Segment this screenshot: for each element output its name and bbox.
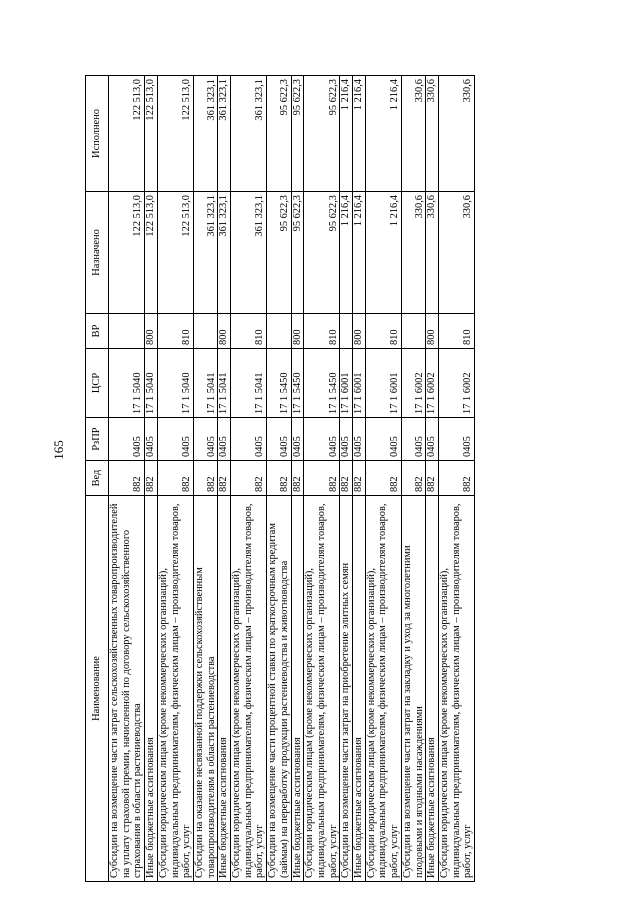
row-csr-cell: 17 1 6001 <box>353 349 366 418</box>
row-csr-cell: 17 1 5040 <box>157 349 193 418</box>
row-vr-cell <box>340 314 353 349</box>
row-assigned-cell: 122 513,0 <box>145 192 158 314</box>
row-ved-cell: 882 <box>438 461 474 496</box>
row-name-cell: Субсидии юридическим лицам (кроме некоммерческих организаций), индивидуальным предпринимателям, физическим лицам – производителям товаров, работ, услуг <box>231 496 267 882</box>
row-rzpr-cell: 0405 <box>291 418 304 461</box>
table-row <box>231 76 267 882</box>
row-assigned-cell: 361 323,1 <box>218 192 231 314</box>
row-executed-cell: 330,6 <box>426 76 439 192</box>
row-executed-cell: 122 513,0 <box>157 76 193 192</box>
table-row <box>401 76 425 882</box>
header-assigned: Назначено <box>86 192 109 314</box>
row-vr-cell: 800 <box>353 314 366 349</box>
row-assigned-cell: 95 622,3 <box>291 192 304 314</box>
row-name-cell: Субсидии юридическим лицам (кроме некоммерческих организаций), индивидуальным предпринимателям, физическим лицам – производителям товаров, работ, услуг <box>438 496 474 882</box>
row-name-cell: Субсидии юридическим лицам (кроме некоммерческих организаций), индивидуальным предпринимателям, физическим лицам – производителям товаров, работ, услуг <box>304 496 340 882</box>
table-row <box>193 76 217 882</box>
table-row <box>438 76 474 882</box>
table-row <box>353 76 366 882</box>
row-executed-cell: 95 622,3 <box>304 76 340 192</box>
row-rzpr-cell: 0405 <box>218 418 231 461</box>
table-row <box>426 76 439 882</box>
row-csr-cell: 17 1 5450 <box>304 349 340 418</box>
row-executed-cell: 122 513,0 <box>145 76 158 192</box>
row-ved-cell: 882 <box>365 461 401 496</box>
header-executed: Исполнено <box>86 76 109 192</box>
row-executed-cell: 330,6 <box>438 76 474 192</box>
row-executed-cell: 361 323,1 <box>231 76 267 192</box>
row-rzpr-cell: 0405 <box>145 418 158 461</box>
row-ved-cell: 882 <box>218 461 231 496</box>
row-name-cell: Субсидии на оказание несвязанной поддержки сельскохозяйственным товаропроизводителям в области растениеводства <box>193 496 217 882</box>
row-executed-cell: 95 622,3 <box>267 76 291 192</box>
row-executed-cell: 361 323,1 <box>218 76 231 192</box>
row-rzpr-cell: 0405 <box>401 418 425 461</box>
row-assigned-cell: 122 513,0 <box>157 192 193 314</box>
row-rzpr-cell: 0405 <box>193 418 217 461</box>
row-name-cell: Субсидии на возмещение части затрат на приобретение элитных семян <box>340 496 353 882</box>
row-ved-cell: 882 <box>145 461 158 496</box>
row-name-cell: Иные бюджетные ассигнования <box>426 496 439 882</box>
table-row <box>340 76 353 882</box>
table-row <box>291 76 304 882</box>
row-name-cell: Иные бюджетные ассигнования <box>218 496 231 882</box>
table-row <box>157 76 193 882</box>
rotated-page-content <box>85 76 547 882</box>
row-vr-cell <box>193 314 217 349</box>
row-name-cell: Иные бюджетные ассигнования <box>291 496 304 882</box>
row-rzpr-cell: 0405 <box>109 418 145 461</box>
row-vr-cell <box>109 314 145 349</box>
row-rzpr-cell: 0405 <box>426 418 439 461</box>
row-vr-cell <box>267 314 291 349</box>
row-vr-cell: 810 <box>438 314 474 349</box>
row-csr-cell: 17 1 5040 <box>145 349 158 418</box>
row-vr-cell <box>401 314 425 349</box>
row-assigned-cell: 1 216,4 <box>353 192 366 314</box>
row-vr-cell: 800 <box>145 314 158 349</box>
row-rzpr-cell: 0405 <box>438 418 474 461</box>
row-csr-cell: 17 1 5450 <box>267 349 291 418</box>
row-rzpr-cell: 0405 <box>304 418 340 461</box>
row-assigned-cell: 1 216,4 <box>340 192 353 314</box>
table-row <box>365 76 401 882</box>
table-row <box>267 76 291 882</box>
row-executed-cell: 1 216,4 <box>365 76 401 192</box>
row-ved-cell: 882 <box>304 461 340 496</box>
row-name-cell: Субсидии юридическим лицам (кроме некоммерческих организаций), индивидуальным предпринимателям, физическим лицам – производителям товаров, работ, услуг <box>157 496 193 882</box>
row-vr-cell: 800 <box>218 314 231 349</box>
row-name-cell: Иные бюджетные ассигнования <box>145 496 158 882</box>
row-csr-cell: 17 1 6002 <box>426 349 439 418</box>
row-rzpr-cell: 0405 <box>267 418 291 461</box>
header-ved: Вед <box>86 461 109 496</box>
row-csr-cell: 17 1 6002 <box>401 349 425 418</box>
row-csr-cell: 17 1 5041 <box>231 349 267 418</box>
row-assigned-cell: 95 622,3 <box>304 192 340 314</box>
row-csr-cell: 17 1 5450 <box>291 349 304 418</box>
table-row <box>218 76 231 882</box>
row-vr-cell: 810 <box>365 314 401 349</box>
row-name-cell: Иные бюджетные ассигнования <box>353 496 366 882</box>
row-assigned-cell: 122 513,0 <box>109 192 145 314</box>
row-assigned-cell: 361 323,1 <box>193 192 217 314</box>
row-vr-cell: 810 <box>157 314 193 349</box>
header-rzpr: РзПР <box>86 418 109 461</box>
row-ved-cell: 882 <box>426 461 439 496</box>
row-assigned-cell: 330,6 <box>438 192 474 314</box>
row-rzpr-cell: 0405 <box>231 418 267 461</box>
row-executed-cell: 361 323,1 <box>193 76 217 192</box>
row-assigned-cell: 361 323,1 <box>231 192 267 314</box>
row-name-cell: Субсидии на возмещение части затрат сельскохозяйственных товаропроизводителей на уплату страховой премии, начисленной по договору сельскохозяйственного страхования в области растениеводства <box>109 496 145 882</box>
row-csr-cell: 17 1 6001 <box>340 349 353 418</box>
page-number: 165 <box>51 440 66 460</box>
row-ved-cell: 882 <box>109 461 145 496</box>
row-rzpr-cell: 0405 <box>353 418 366 461</box>
row-executed-cell: 122 513,0 <box>109 76 145 192</box>
row-vr-cell: 810 <box>304 314 340 349</box>
table-row <box>145 76 158 882</box>
row-vr-cell: 800 <box>426 314 439 349</box>
row-ved-cell: 882 <box>231 461 267 496</box>
row-csr-cell: 17 1 6001 <box>365 349 401 418</box>
row-name-cell: Субсидии на возмещение части процентной ставки по краткосрочным кредитам (займам) на переработку продукции растениеводства и животноводства <box>267 496 291 882</box>
row-rzpr-cell: 0405 <box>157 418 193 461</box>
row-csr-cell: 17 1 6002 <box>438 349 474 418</box>
row-executed-cell: 95 622,3 <box>291 76 304 192</box>
row-ved-cell: 882 <box>340 461 353 496</box>
row-rzpr-cell: 0405 <box>340 418 353 461</box>
table-row <box>109 76 145 882</box>
row-ved-cell: 882 <box>353 461 366 496</box>
header-name: Наименование <box>86 496 109 882</box>
row-vr-cell: 810 <box>231 314 267 349</box>
row-ved-cell: 882 <box>193 461 217 496</box>
row-ved-cell: 882 <box>291 461 304 496</box>
row-executed-cell: 330,6 <box>401 76 425 192</box>
row-ved-cell: 882 <box>401 461 425 496</box>
table-header-row <box>86 76 109 882</box>
row-name-cell: Субсидии на возмещение части затрат на закладку и уход за многолетними плодовыми и ягодными насаждениями <box>401 496 425 882</box>
row-assigned-cell: 95 622,3 <box>267 192 291 314</box>
row-ved-cell: 882 <box>157 461 193 496</box>
row-executed-cell: 1 216,4 <box>340 76 353 192</box>
row-assigned-cell: 330,6 <box>401 192 425 314</box>
row-csr-cell: 17 1 5040 <box>109 349 145 418</box>
header-csr: ЦСР <box>86 349 109 418</box>
row-csr-cell: 17 1 5041 <box>218 349 231 418</box>
budget-table <box>85 75 475 882</box>
header-vr: ВР <box>86 314 109 349</box>
row-ved-cell: 882 <box>267 461 291 496</box>
row-csr-cell: 17 1 5041 <box>193 349 217 418</box>
row-name-cell: Субсидии юридическим лицам (кроме некоммерческих организаций), индивидуальным предпринимателям, физическим лицам – производителям товаров, работ, услуг <box>365 496 401 882</box>
table-row <box>304 76 340 882</box>
row-assigned-cell: 330,6 <box>426 192 439 314</box>
row-vr-cell: 800 <box>291 314 304 349</box>
row-executed-cell: 1 216,4 <box>353 76 366 192</box>
row-rzpr-cell: 0405 <box>365 418 401 461</box>
row-assigned-cell: 1 216,4 <box>365 192 401 314</box>
